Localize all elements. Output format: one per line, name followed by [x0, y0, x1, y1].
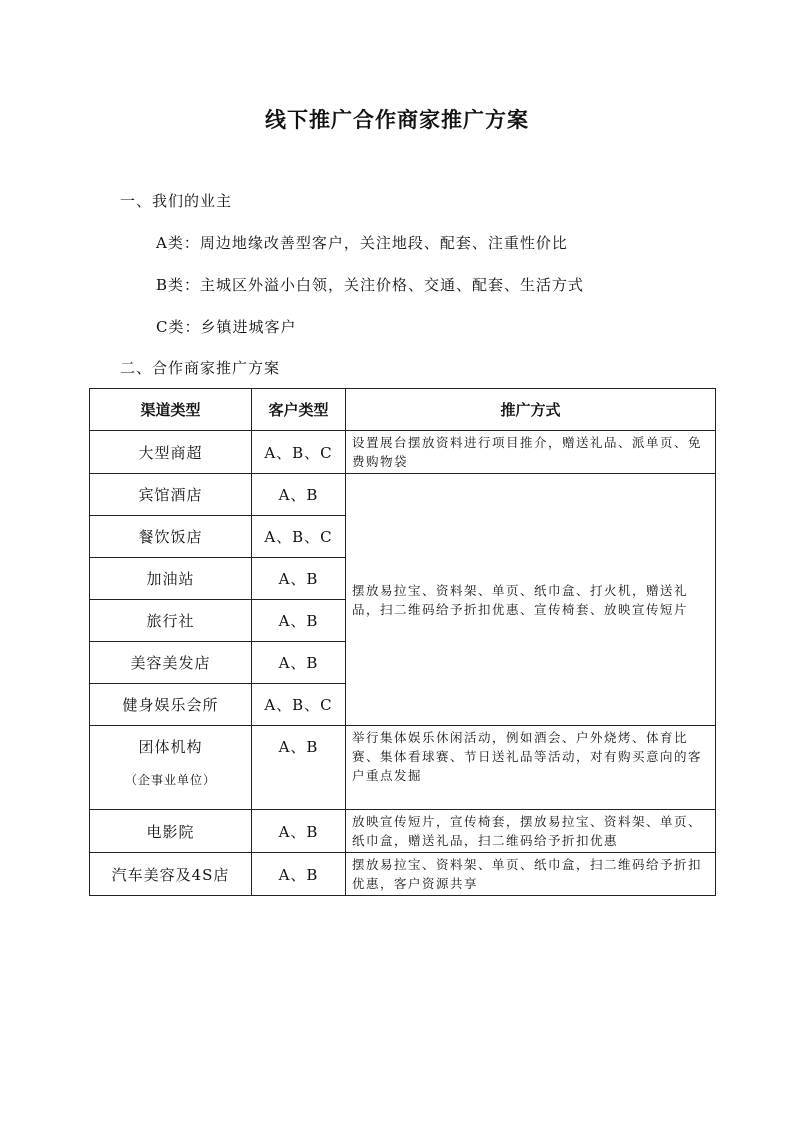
owner-type-c: C类：乡镇进城客户 [156, 318, 297, 336]
table-row [90, 810, 716, 853]
channel-cell: 大型商超 [90, 431, 252, 474]
channel-cell [90, 726, 252, 810]
table-row [90, 474, 716, 516]
header-channel: 渠道类型 [90, 389, 252, 431]
channel-cell: 餐饮饭店 [90, 516, 252, 558]
table-row [90, 726, 716, 810]
table-header-row [90, 389, 716, 431]
channel-cell: 加油站 [90, 558, 252, 600]
customer-cell: A、B [252, 474, 346, 516]
header-method: 推广方式 [346, 389, 716, 431]
method-cell: 摆放易拉宝、资料架、单页、纸巾盒，扫二维码给予折扣优惠，客户资源共享 [346, 853, 716, 896]
customer-cell: A、B、C [252, 431, 346, 474]
customer-cell: A、B、C [252, 516, 346, 558]
owner-type-b: B类：主城区外溢小白领，关注价格、交通、配套、生活方式 [156, 276, 585, 294]
customer-cell: A、B [252, 810, 346, 853]
method-cell: 放映宣传短片，宣传椅套，摆放易拉宝、资料架、单页、纸巾盒，赠送礼品，扫二维码给予折扣优惠 [346, 810, 716, 853]
merged-method-cell: 摆放易拉宝、资料架、单页、纸巾盒、打火机，赠送礼品，扫二维码给予折扣优惠、宣传椅套、放映宣传短片 [346, 474, 716, 726]
method-cell: 设置展台摆放资料进行项目推介，赠送礼品、派单页、免费购物袋 [346, 431, 716, 474]
promotion-table [89, 388, 716, 896]
customer-cell: A、B [252, 726, 346, 810]
method-cell: 举行集体娱乐休闲活动，例如酒会、户外烧烤、体育比赛、集体看球赛、节日送礼品等活动，对有购买意向的客户重点发掘 [346, 726, 716, 810]
customer-cell: A、B [252, 600, 346, 642]
channel-cell: 宾馆酒店 [90, 474, 252, 516]
channel-cell: 旅行社 [90, 600, 252, 642]
header-customer: 客户类型 [252, 389, 346, 431]
table-row [90, 853, 716, 896]
channel-subtitle: （企事业单位） [124, 773, 216, 787]
customer-cell: A、B、C [252, 684, 346, 726]
channel-cell: 电影院 [90, 810, 252, 853]
owner-type-a: A类：周边地缘改善型客户，关注地段、配套、注重性价比 [156, 234, 568, 252]
channel-cell: 美容美发店 [90, 642, 252, 684]
table-row [90, 431, 716, 474]
channel-cell: 汽车美容及4S店 [90, 853, 252, 896]
customer-cell: A、B [252, 853, 346, 896]
section-heading-partners: 二、合作商家推广方案 [120, 359, 281, 377]
channel-name: 团体机构 [138, 738, 203, 756]
document-title: 线下推广合作商家推广方案 [265, 107, 529, 132]
customer-cell: A、B [252, 642, 346, 684]
channel-cell: 健身娱乐会所 [90, 684, 252, 726]
customer-cell: A、B [252, 558, 346, 600]
section-heading-owners: 一、我们的业主 [120, 192, 233, 210]
